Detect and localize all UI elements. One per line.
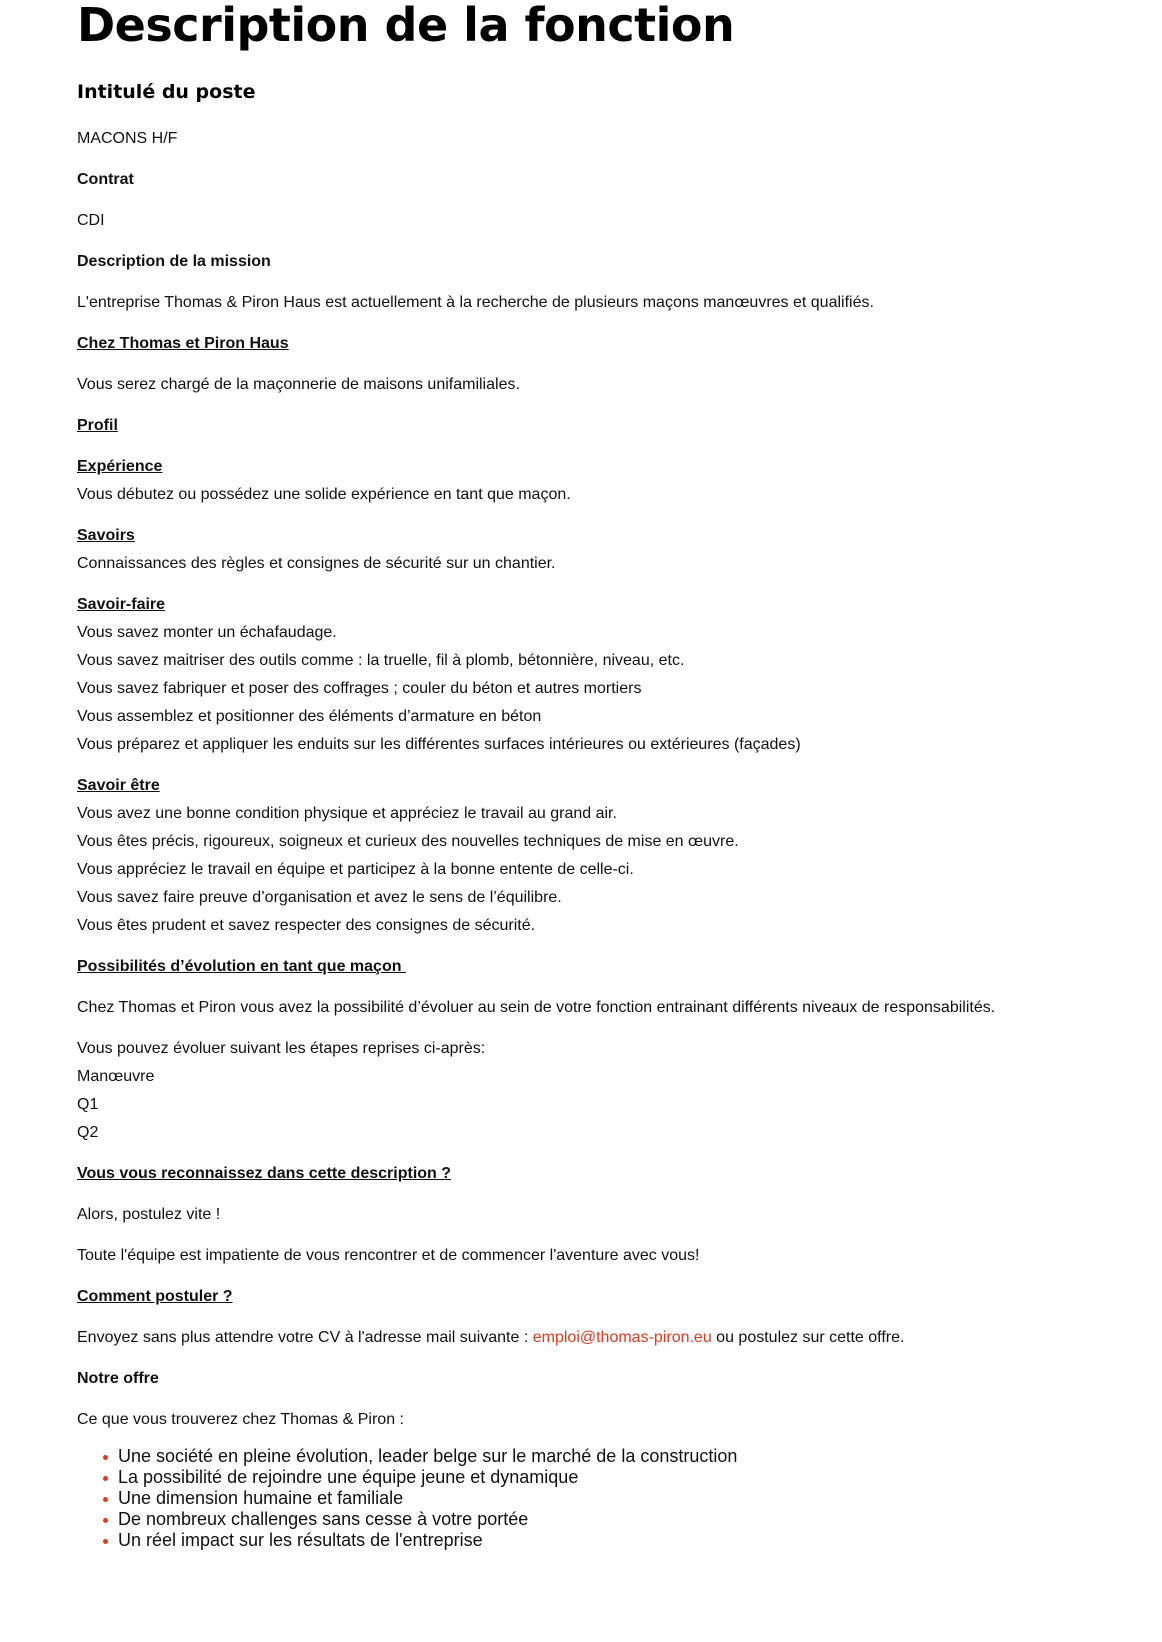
contract-label: Contrat [77,171,134,188]
savoirs-label: Savoirs [77,527,135,544]
steps-intro: Vous pouvez évoluer suivant les étapes reprises ci-après: [77,1040,486,1057]
savoirs-section [77,522,1162,578]
savoir-etre-line: Vous avez une bonne condition physique et appréciez le travail au grand air. [77,805,617,822]
step-item: Q1 [77,1096,99,1113]
alors-text: Alors, postulez vite ! [77,1206,221,1223]
savoir-etre-line: Vous êtes précis, rigoureux, soigneux et curieux des nouvelles techniques de mise en œuvre. [77,833,739,850]
contract-value: CDI [77,212,105,229]
offre-label: Notre offre [77,1370,159,1387]
reconnaissez-label: Vous vous reconnaissez dans cette description ? [77,1165,452,1182]
postuler-after: ou postulez sur cette offre. [711,1329,905,1346]
list-item: De nombreux challenges sans cesse à votre portée [118,1509,1162,1530]
job-title-value: MACONS H/F [77,130,178,147]
savoirs-line: Connaissances des règles et consignes de sécurité sur un chantier. [77,555,556,572]
chez-text: Vous serez chargé de la maçonnerie de maisons unifamiliales. [77,376,520,393]
experience-label: Expérience [77,458,163,475]
profil-label: Profil [77,417,118,434]
step-item: Manœuvre [77,1068,155,1085]
offre-intro: Ce que vous trouverez chez Thomas & Piron : [77,1411,404,1428]
savoir-etre-line: Vous êtes prudent et savez respecter des consignes de sécurité. [77,917,536,934]
evolution-text: Chez Thomas et Piron vous avez la possibilité d’évoluer au sein de votre fonction entrainant différents niveaux de responsabilités. [77,999,996,1016]
evolution-label: Possibilités d’évolution en tant que maçon [77,958,406,975]
list-item: Un réel impact sur les résultats de l'entreprise [118,1530,1162,1551]
equipe-text: Toute l'équipe est impatiente de vous rencontrer et de commencer l'aventure avec vous! [77,1247,700,1264]
postuler-label: Comment postuler ? [77,1288,233,1305]
experience-section [77,453,1162,509]
step-item: Q2 [77,1124,99,1141]
savoir-etre-section [77,772,1162,940]
experience-line: Vous débutez ou possédez une solide expérience en tant que maçon. [77,486,571,503]
postuler-before: Envoyez sans plus attendre votre CV à l'adresse mail suivante : [77,1329,533,1346]
savoir-etre-line: Vous savez faire preuve d’organisation et avez le sens de l’équilibre. [77,889,562,906]
postuler-text [77,1324,1162,1352]
savoir-etre-label: Savoir être [77,777,160,794]
savoir-etre-line: Vous appréciez le travail en équipe et participez à la bonne entente de celle-ci. [77,861,634,878]
savoir-faire-line: Vous savez monter un échafaudage. [77,624,337,641]
chez-label: Chez Thomas et Piron Haus [77,335,289,352]
savoir-faire-line: Vous savez fabriquer et poser des coffrages ; couler du béton et autres mortiers [77,680,642,697]
savoir-faire-line: Vous préparez et appliquer les enduits sur les différentes surfaces intérieures ou extérieures (façades) [77,736,801,753]
list-item: Une société en pleine évolution, leader belge sur le marché de la construction [118,1446,1162,1467]
offre-list [77,1446,1162,1551]
steps-section [77,1035,1162,1147]
email-link[interactable]: emploi@thomas-piron.eu [532,1329,712,1346]
job-title-heading: Intitulé du poste [77,81,256,103]
mission-text: L'entreprise Thomas & Piron Haus est actuellement à la recherche de plusieurs maçons manœuvres et qualifiés. [77,294,874,311]
list-item: La possibilité de rejoindre une équipe jeune et dynamique [118,1467,1162,1488]
mission-label: Description de la mission [77,253,271,270]
savoir-faire-line: Vous savez maitriser des outils comme : la truelle, fil à plomb, bétonnière, niveau, etc. [77,652,685,669]
savoir-faire-section [77,591,1162,759]
savoir-faire-label: Savoir-faire [77,596,166,613]
list-item: Une dimension humaine et familiale [118,1488,1162,1509]
page-title: Description de la fonction [77,0,735,52]
savoir-faire-line: Vous assemblez et positionner des éléments d’armature en béton [77,708,542,725]
